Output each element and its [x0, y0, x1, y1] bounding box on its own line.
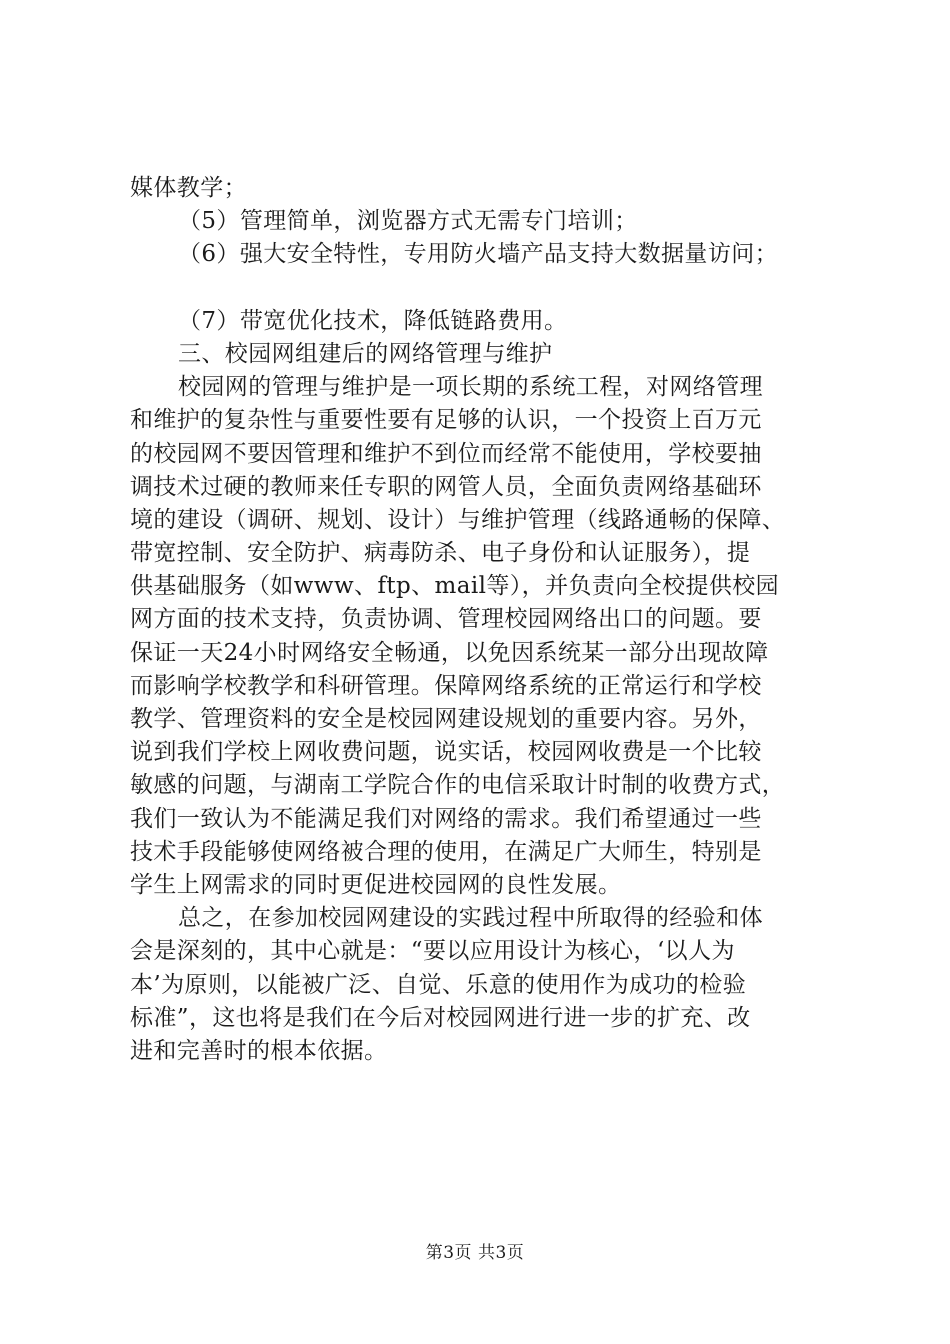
- text-line: 校园网的管理与维护是一项长期的系统工程，对网络管理: [178, 374, 763, 401]
- text-line: 保证一天24小时网络安全畅通，以免因系统某一部分出现故障: [130, 639, 769, 666]
- text-line: 网方面的技术支持，负责协调、管理校园网络出口的问题。要: [130, 606, 762, 633]
- text-line: （7）带宽优化技术，降低链路费用。: [178, 307, 568, 334]
- text-line: 媒体教学；: [130, 175, 247, 201]
- text-line: 本’为原则，以能被广泛、自觉、乐意的使用作为成功的检验: [130, 971, 747, 998]
- text-line: 而影响学校教学和科研管理。保障网络系统的正常运行和学校: [130, 672, 762, 699]
- text-line: 学生上网需求的同时更促进校园网的良性发展。: [130, 871, 622, 898]
- text-line: 带宽控制、安全防护、病毒防杀、电子身份和认证服务），提: [130, 540, 751, 567]
- text-line: 进和完善时的根本依据。: [130, 1037, 388, 1064]
- text-line: 我们一致认为不能满足我们对网络的需求。我们希望通过一些: [130, 805, 762, 832]
- text-line: 教学、管理资料的安全是校园网建设规划的重要内容。另外，: [130, 706, 762, 732]
- text-line: 总之，在参加校园网建设的实践过程中所取得的经验和体: [178, 905, 763, 932]
- text-line: 敏感的问题，与湖南工学院合作的电信采取计时制的收费方式，: [130, 772, 786, 799]
- text-line: 会是深刻的，其中心就是：“要以应用设计为核心，‘以人为: [130, 938, 735, 965]
- section-heading: 三、校园网组建后的网络管理与维护: [178, 340, 553, 367]
- blank-line: [130, 272, 830, 305]
- text-line: 的校园网不要因管理和维护不到位而经常不能使用，学校要抽: [130, 440, 762, 467]
- page-footer: [0, 1243, 950, 1263]
- text-line: 境的建设（调研、规划、设计）与维护管理（线路通畅的保障、: [130, 506, 786, 533]
- text-line: 调技术过硬的教师来任专职的网管人员，全面负责网络基础环: [130, 473, 762, 500]
- text-line: 供基础服务（如www、ftp、mail等），并负责向全校提供校园: [130, 573, 780, 600]
- text-line: 说到我们学校上网收费问题，说实话，校园网收费是一个比较: [130, 739, 762, 766]
- page-number-label: 第3页 共3页: [425, 1243, 525, 1263]
- text-line: 标准”，这也将是我们在今后对校园网进行进一步的扩充、改: [130, 1004, 751, 1031]
- document-body: [130, 172, 830, 1068]
- text-line: 和维护的复杂性与重要性要有足够的认识，一个投资上百万元: [130, 407, 762, 434]
- text-line: 技术手段能够使网络被合理的使用，在满足广大师生，特别是: [130, 838, 762, 865]
- text-line: （5）管理简单，浏览器方式无需专门培训；: [178, 208, 638, 235]
- text-line: （6）强大安全特性，专用防火墙产品支持大数据量访问；: [178, 241, 779, 268]
